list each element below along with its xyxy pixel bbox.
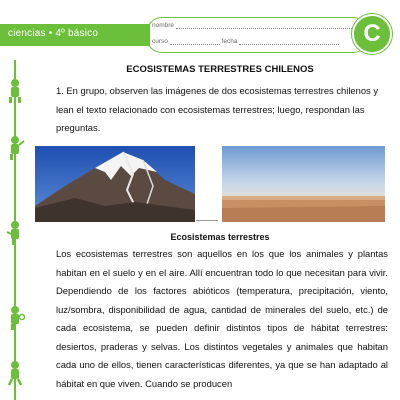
date-label: fecha xyxy=(221,38,238,45)
name-label: nombre xyxy=(152,22,175,29)
date-field[interactable] xyxy=(239,38,339,45)
desert-photo xyxy=(222,146,385,222)
separator: • xyxy=(48,28,53,39)
subject-label: ciencias xyxy=(8,28,46,39)
course-date-row xyxy=(152,38,339,45)
grade-label: 4º básico xyxy=(55,28,99,39)
microscope-scientist-icon xyxy=(5,220,25,246)
course-label: curso xyxy=(152,38,168,45)
instruction-text: 1. En grupo, observen las imágenes de dos ecosistemas terrestres chilenos y lean el texto relacionado con ecosistemas terrestres; luego, respondan las preguntas. xyxy=(56,85,379,133)
walking-scientist-icon xyxy=(5,360,25,386)
science-logo-badge: C xyxy=(352,14,392,54)
course-field[interactable] xyxy=(170,38,220,45)
scientist-sidebar xyxy=(0,60,30,400)
page-title: ECOSISTEMAS TERRESTRES CHILENOS xyxy=(126,64,314,75)
name-field[interactable] xyxy=(176,22,356,29)
mountain-photo xyxy=(35,146,195,222)
reading-title: Ecosistemas terrestres xyxy=(170,232,270,242)
worksheet-header xyxy=(0,0,400,60)
reading-text: Los ecosistemas terrestres son aquellos en los que los animales y plantas habitan en el suelo y en el aire. Allí encuentran todo lo que necesitan para vivir. Dependiendo de los factores abióticos (temperatura, precipitación, viento, luz/sombra, disponibilidad de agua, cantidad de minerales del suelo, etc.) de cada ecosistema, se pueden definir distintos tipos de hábitat terrestres: desiertos, praderas y selvas. Los distintos vegetales y animales que habitan cada uno de ellos, tienen características diferentes, ya que se han adaptado al hábitat en que viven. Cuando se producen xyxy=(56,248,388,389)
name-row xyxy=(152,22,356,29)
flask-scientist-icon xyxy=(5,78,25,104)
subject-grade-label xyxy=(8,28,98,39)
plant-scientist-icon xyxy=(5,135,25,161)
magnifier-scientist-icon xyxy=(5,305,25,331)
photo-divider xyxy=(196,220,218,221)
